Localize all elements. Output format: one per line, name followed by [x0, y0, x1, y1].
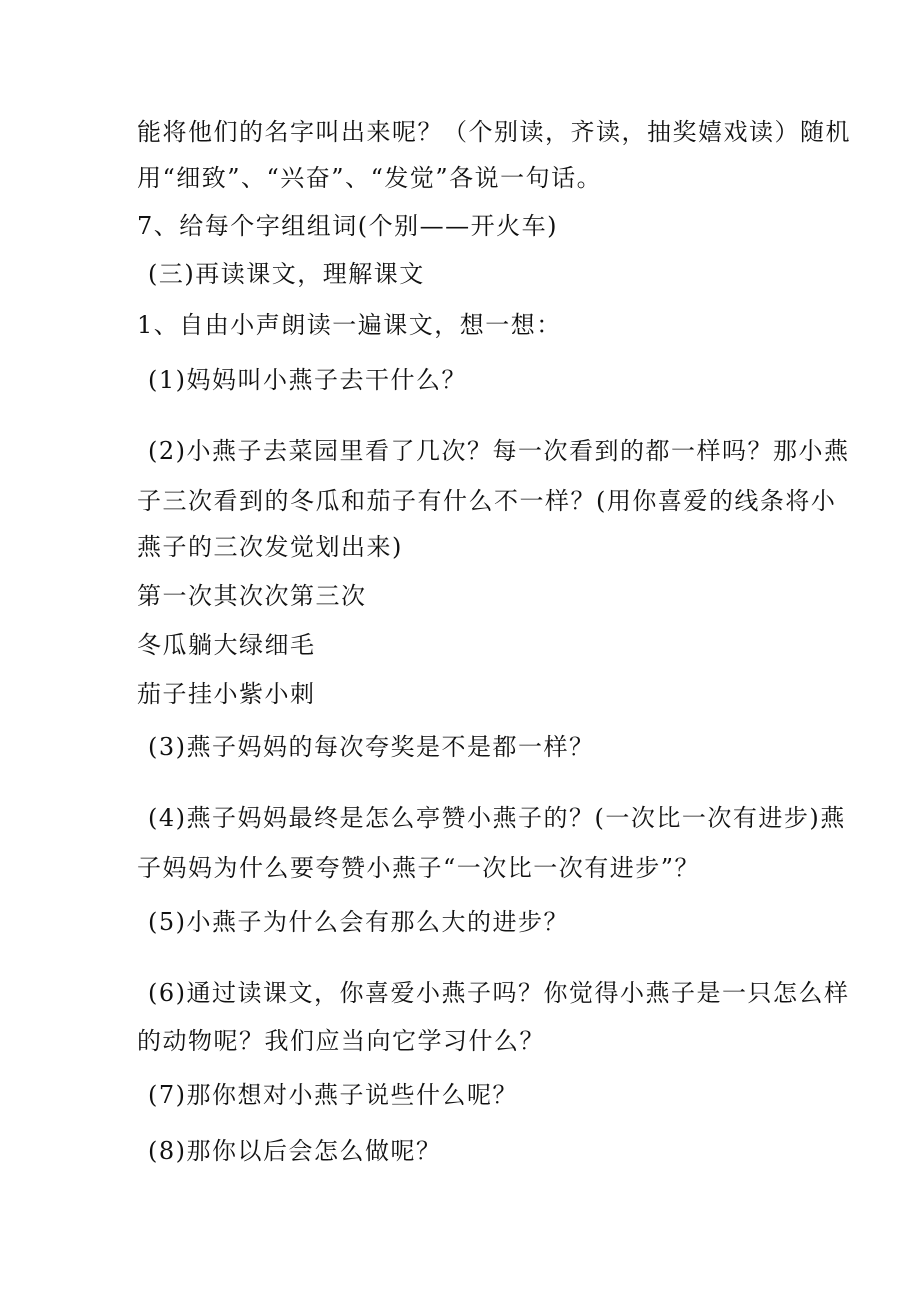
table-row: 第一次其次次第三次	[137, 582, 367, 610]
step-heading: 1、自由小声朗读一遍课文，想一想：	[137, 311, 562, 339]
question-item: (3)燕子妈妈的每次夸奖是不是都一样？	[148, 733, 595, 761]
table-row: 冬瓜躺大绿细毛	[137, 631, 316, 659]
step-heading: 7、给每个字组组词(个别——开火车)	[137, 212, 558, 240]
table-row: 茄子挂小紫小刺	[137, 680, 316, 708]
paragraph-line: 能将他们的名字叫出来呢？（个别读，齐读，抽奖嬉戏读）随机	[137, 118, 851, 146]
question-item: (5)小燕子为什么会有那么大的进步？	[148, 908, 569, 936]
question-item: (4)燕子妈妈最终是怎么亭赞小燕子的？(一次比一次有进步)燕	[148, 804, 846, 832]
question-item: (1)妈妈叫小燕子去干什么？	[148, 366, 467, 394]
paragraph-line: 用“细致”、“兴奋”、“发觉”各说一句话。	[137, 164, 603, 192]
paragraph-line: 的动物呢？我们应当向它学习什么？	[137, 1027, 545, 1055]
question-item: (6)通过读课文，你喜爱小燕子吗？你觉得小燕子是一只怎么样	[148, 979, 850, 1007]
question-item: (7)那你想对小燕子说些什么呢？	[148, 1081, 518, 1109]
section-heading: (三)再读课文，理解课文	[148, 260, 425, 288]
paragraph-line: 子三次看到的冬瓜和茄子有什么不一样？(用你喜爱的线条将小	[137, 487, 837, 515]
question-item: (8)那你以后会怎么做呢？	[148, 1137, 442, 1165]
question-item: (2)小燕子去菜园里看了几次？每一次看到的都一样吗？那小燕	[148, 437, 850, 465]
paragraph-line: 子妈妈为什么要夸赞小燕子“一次比一次有进步”？	[137, 854, 701, 882]
paragraph-line: 燕子的三次发觉划出来)	[137, 533, 403, 561]
